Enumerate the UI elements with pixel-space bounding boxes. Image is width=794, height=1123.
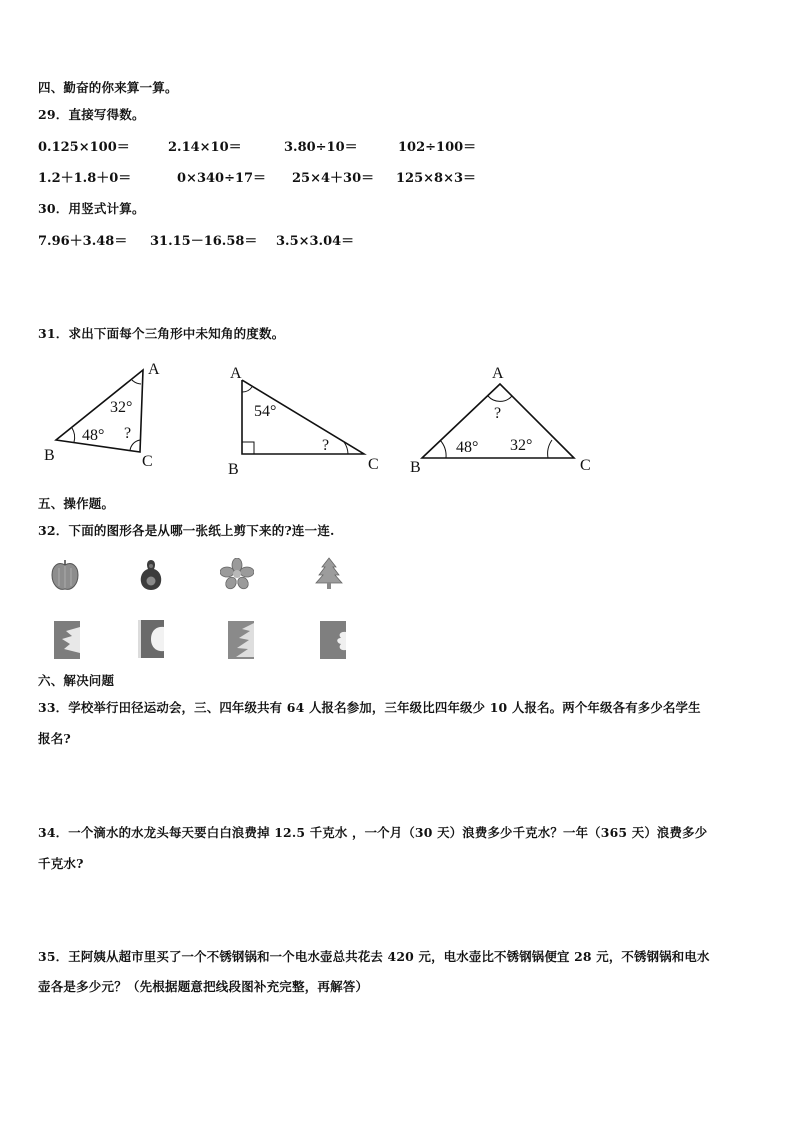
section4-title: 四、勤奋的你来算一算。 xyxy=(38,80,178,95)
triangle-figure-3 xyxy=(408,360,608,480)
q29-expr: 102÷100＝ xyxy=(398,140,477,155)
unknown-angle-label: ? xyxy=(124,425,132,442)
q29-expr: 0×340÷17＝ xyxy=(177,171,267,186)
q34-line1: 34．一个滴水的水龙头每天要白白浪费掉 12.5 千克水 ，一个月（30 天）浪费多少千克水？一年（365 天）浪费多少 xyxy=(38,825,708,840)
q29-expr: 2.14×10＝ xyxy=(168,140,242,155)
q30-expr: 31.15－16.58＝ xyxy=(150,234,258,249)
q33-line2: 报名? xyxy=(38,731,71,746)
tree-icon xyxy=(314,556,344,590)
paper-leaf-cut-icon xyxy=(52,619,84,661)
q33-line1: 33．学校举行田径运动会，三、四年级共有 64 人报名参加，三年级比四年级少 10 人报名。两个年级各有多少名学生 xyxy=(38,700,701,715)
gourd-icon xyxy=(137,557,165,591)
triangle-figure-2 xyxy=(228,362,388,482)
paper-tree-cut-icon xyxy=(226,619,258,661)
vertex-label-c: C xyxy=(580,457,591,474)
q29-title: 29．直接写得数。 xyxy=(38,107,145,122)
vertex-label-b: B xyxy=(410,459,421,476)
unknown-angle-label: ? xyxy=(494,405,502,422)
q29-expr: 3.80÷10＝ xyxy=(284,140,358,155)
q34-line2: 千克水? xyxy=(38,856,84,871)
paper-apple-cut-icon xyxy=(136,618,168,660)
angle-label-b: 48° xyxy=(82,427,105,444)
angle-label-b: 48° xyxy=(456,439,479,456)
vertex-label-c: C xyxy=(142,453,153,470)
q29-expr: 1.2＋1.8＋0＝ xyxy=(38,171,132,186)
angle-label-c: 32° xyxy=(510,437,533,454)
q29-expr: 125×8×3＝ xyxy=(396,171,477,186)
q35-line2: 壶各是多少元？（先根据题意把线段图补充完整，再解答） xyxy=(38,979,369,994)
q35-line1: 35．王阿姨从超市里买了一个不锈钢锅和一个电水壶总共花去 420 元，电水壶比不锈钢锅便宜 28 元，不锈钢锅和电水 xyxy=(38,949,710,964)
apple-icon xyxy=(50,558,80,592)
q29-expr: 0.125×100＝ xyxy=(38,140,130,155)
flower-icon xyxy=(220,558,254,590)
triangle-figure-1 xyxy=(40,358,180,478)
section5-title: 五、操作题。 xyxy=(38,496,115,511)
q31-title: 31．求出下面每个三角形中未知角的度数。 xyxy=(38,326,285,341)
q32-title: 32．下面的图形各是从哪一张纸上剪下来的?连一连. xyxy=(38,523,335,538)
vertex-label-b: B xyxy=(228,461,239,478)
angle-label-a: 54° xyxy=(254,403,277,420)
q30-expr: 7.96＋3.48＝ xyxy=(38,234,128,249)
section6-title: 六、解决问题 xyxy=(38,673,115,688)
vertex-label-a: A xyxy=(492,365,504,382)
paper-flower-cut-icon xyxy=(318,619,350,661)
vertex-label-c: C xyxy=(368,456,379,473)
q29-expr: 25×4＋30＝ xyxy=(292,171,375,186)
vertex-label-b: B xyxy=(44,447,55,464)
q30-expr: 3.5×3.04＝ xyxy=(276,234,355,249)
angle-label-a: 32° xyxy=(110,399,133,416)
q30-title: 30．用竖式计算。 xyxy=(38,201,145,216)
vertex-label-a: A xyxy=(230,365,242,382)
vertex-label-a: A xyxy=(148,361,160,378)
unknown-angle-label: ? xyxy=(322,437,330,454)
